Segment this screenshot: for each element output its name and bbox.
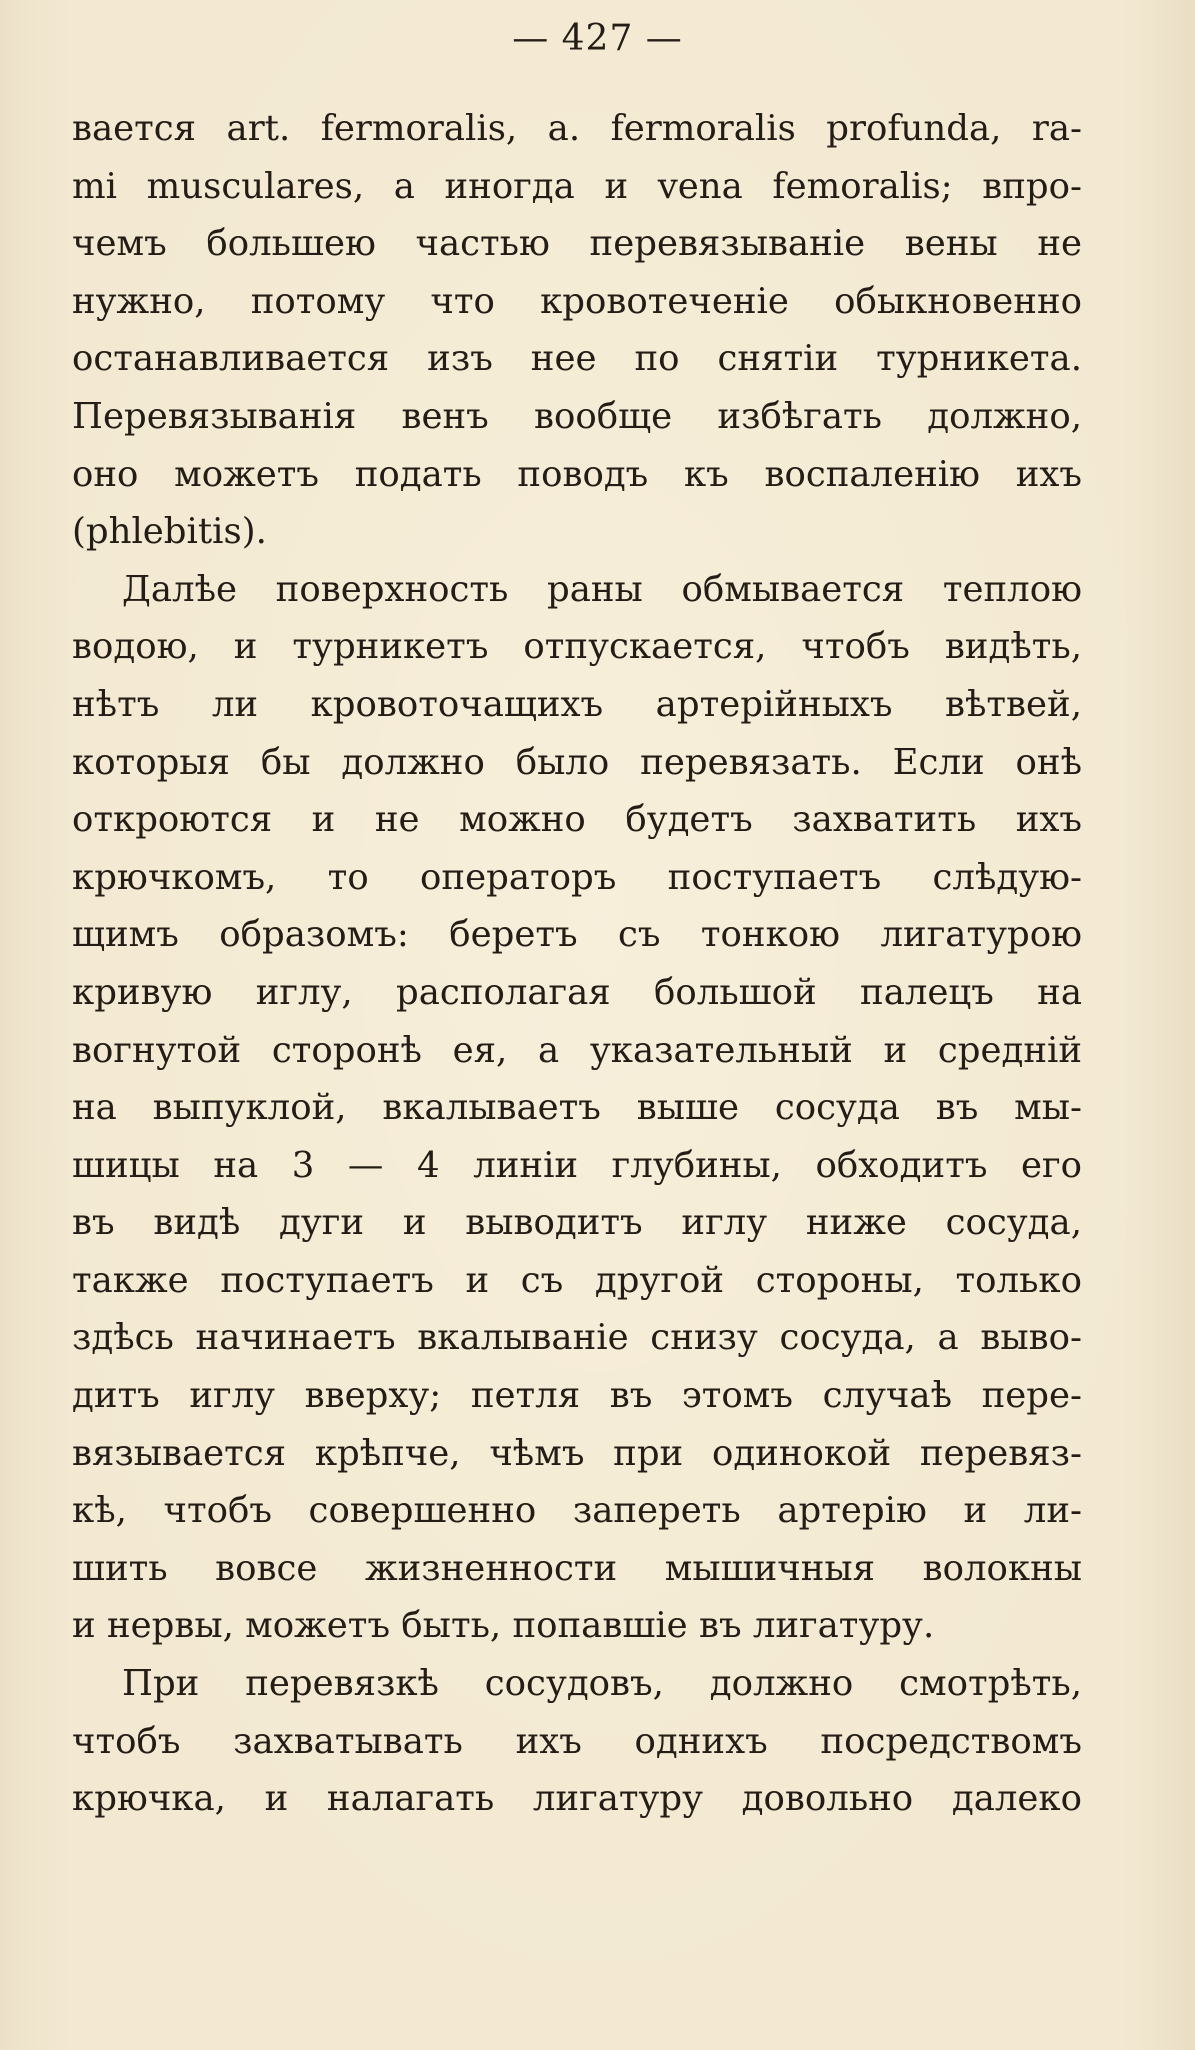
- text-line: откроются и не можно будетъ захватить ихъ: [72, 799, 1082, 841]
- text-line: кѣ, чтобъ совершенно запереть артерію и ли-: [72, 1490, 1082, 1532]
- text-line: крючкомъ, то операторъ поступаетъ слѣдую-: [72, 856, 1082, 898]
- text-line: mi musculares, а иногда и vena femoralis; впро-: [72, 165, 1082, 207]
- text-line: оно можетъ подать поводъ къ воспаленію ихъ: [72, 453, 1082, 495]
- text-line: щимъ образомъ: беретъ съ тонкою лигатурою: [72, 914, 1082, 956]
- text-line: водою, и турникетъ отпускается, чтобъ видѣть,: [72, 626, 1082, 668]
- text-line: дитъ иглу вверху; петля въ этомъ случаѣ пере-: [72, 1375, 1082, 1417]
- text-line: чтобъ захватывать ихъ однихъ посредствомъ: [72, 1720, 1082, 1762]
- text-line: на выпуклой, вкалываетъ выше сосуда въ мы-: [72, 1087, 1082, 1129]
- text-line: вается art. fermoralis, a. fermoralis profunda, ra-: [72, 108, 1082, 149]
- text-line: нѣтъ ли кровоточащихъ артерійныхъ вѣтвей,: [72, 683, 1082, 725]
- body-text: [72, 100, 1082, 1828]
- text-line: которыя бы должно было перевязать. Если онѣ: [72, 741, 1082, 783]
- text-line: вязывается крѣпче, чѣмъ при одинокой перевяз-: [72, 1432, 1082, 1474]
- text-line: вогнутой сторонѣ ея, а указательный и средній: [72, 1029, 1082, 1071]
- text-line: въ видѣ дуги и выводитъ иглу ниже сосуда,: [72, 1202, 1082, 1244]
- text-line: Перевязыванія венъ вообще избѣгать должно,: [72, 395, 1082, 437]
- text-line: останавливается изъ нее по снятіи турникета.: [72, 338, 1082, 380]
- text-line: здѣсь начинаетъ вкалываніе снизу сосуда, а выво-: [72, 1317, 1082, 1359]
- text-line: и нервы, можетъ быть, попавшіе въ лигатуру.: [72, 1605, 935, 1647]
- text-line: шить вовсе жизненности мышичныя волокны: [72, 1547, 1082, 1589]
- text-line: Далѣе поверхность раны обмывается теплою: [122, 568, 1082, 610]
- text-line: шицы на 3 — 4 линіи глубины, обходитъ его: [72, 1144, 1082, 1186]
- text-line: нужно, потому что кровотеченіе обыкновенно: [72, 280, 1082, 322]
- text-line: крючка, и налагать лигатуру довольно далеко: [72, 1778, 1082, 1820]
- text-line: При перевязкѣ сосудовъ, должно смотрѣть,: [122, 1663, 1082, 1705]
- text-line: чемъ большею частью перевязываніе вены не: [72, 223, 1082, 265]
- page-number: — 427 —: [512, 18, 683, 59]
- text-line: (phlebitis).: [72, 511, 267, 553]
- text-line: также поступаетъ и съ другой стороны, только: [72, 1259, 1082, 1301]
- text-line: кривую иглу, располагая большой палецъ на: [72, 971, 1082, 1013]
